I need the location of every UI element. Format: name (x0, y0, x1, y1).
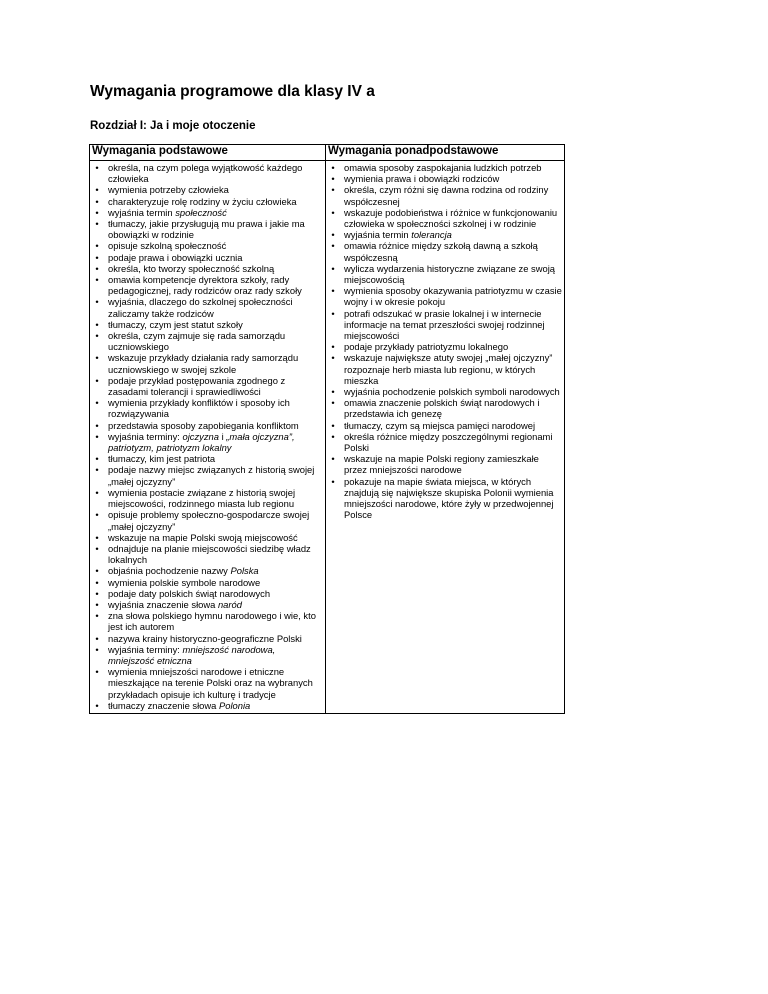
list-item-text (108, 577, 323, 588)
list-item (90, 274, 325, 296)
list-item-italic-term: społeczność (175, 206, 227, 218)
list-item-segment: opisuje problemy społeczno-gospodarcze swojej „małej ojczyzny” (108, 509, 310, 532)
list-item-text (344, 240, 562, 262)
list-item-text (344, 184, 562, 206)
list-item (90, 319, 325, 330)
list-item-segment: objaśnia pochodzenie nazwy (108, 565, 231, 577)
list-item (90, 565, 325, 576)
list-item-text (108, 330, 323, 352)
list-item-text (108, 666, 323, 700)
bullet-icon: • (95, 598, 99, 610)
page-title: Wymagania programowe dla klasy IV a (90, 83, 375, 100)
list-item (90, 509, 325, 531)
list-item-segment: potrafi odszukać w prasie lokalnej i w internecie informacje na temat przeszłości swojej rodzinnej miejscowości (344, 307, 545, 342)
list-item-segment: odnajduje na planie miejscowości siedzibę władz lokalnych (108, 542, 311, 566)
list-item-text (344, 431, 562, 453)
list-item-segment: wskazuje na mapie Polski swoją miejscowość (108, 531, 298, 543)
list-item (90, 207, 325, 218)
list-item-text (108, 599, 323, 610)
list-item-text (108, 319, 323, 330)
bullet-icon: • (95, 643, 99, 655)
bullet-icon: • (331, 262, 335, 274)
list-item (326, 173, 564, 184)
bullet-icon: • (95, 195, 99, 207)
bullet-icon: • (95, 419, 99, 431)
list-item (326, 263, 564, 285)
list-item-text (108, 644, 323, 666)
bullet-icon: • (331, 386, 335, 398)
bullet-icon: • (95, 565, 99, 577)
list-item (326, 476, 564, 521)
list-item-text (108, 207, 323, 218)
list-item-text (344, 386, 562, 397)
list-item-text (344, 207, 562, 229)
list-item (90, 375, 325, 397)
list-item-segment: wymienia prawa i obowiązki rodziców (344, 173, 500, 185)
list-item (326, 184, 564, 206)
bullet-icon: • (331, 173, 335, 185)
list-item-text (108, 633, 323, 644)
list-item (326, 420, 564, 431)
list-item-segment: przedstawia sposoby zapobiegania konfliktom (108, 419, 299, 431)
bullet-icon: • (331, 206, 335, 218)
list-item-text (108, 588, 323, 599)
list-item-segment: opisuje szkolną społeczność (108, 240, 227, 252)
list-item-text (344, 308, 562, 342)
list-item-text (344, 341, 562, 352)
bullet-icon: • (331, 184, 335, 196)
bullet-icon: • (95, 318, 99, 330)
list-item (90, 330, 325, 352)
list-item (326, 352, 564, 386)
list-item (90, 196, 325, 207)
list-item-text (108, 263, 323, 274)
list-item (90, 420, 325, 431)
list-item-segment: nazywa krainy historyczno-geograficzne Polski (108, 632, 302, 644)
list-item-text (344, 229, 562, 240)
list-item-text (108, 700, 323, 711)
advanced-requirements-cell (326, 161, 565, 714)
list-item-segment: wymienia postacie związane z historią swojej miejscowości, rodzinnego miasta lub regionu (108, 486, 296, 510)
bullet-icon: • (95, 206, 99, 218)
list-item-segment: wyjaśnia termin (108, 206, 176, 218)
list-item (326, 308, 564, 342)
list-item (90, 644, 325, 666)
bullet-icon: • (331, 285, 335, 297)
list-item (90, 252, 325, 263)
bullet-icon: • (95, 610, 99, 622)
list-item-segment: omawia kompetencje dyrektora szkoły, rady pedagogicznej, rady rodziców oraz rady szkoły (108, 274, 302, 297)
bullet-icon: • (95, 587, 99, 599)
list-item (326, 207, 564, 229)
list-item-text (108, 252, 323, 263)
list-item-text (108, 532, 323, 543)
bullet-icon: • (95, 296, 99, 308)
list-item (90, 218, 325, 240)
bullet-icon: • (331, 453, 335, 465)
list-item-text (108, 565, 323, 576)
list-item (90, 532, 325, 543)
list-item-text (108, 196, 323, 207)
list-item (90, 599, 325, 610)
list-item-segment: określa, czym zajmuje się rada samorządu uczniowskiego (108, 330, 286, 353)
list-item-segment: podaje nazwy miejsc związanych z historią swojej „małej ojczyzny” (108, 464, 315, 487)
advanced-requirements-header: Wymagania ponadpodstawowe (326, 145, 565, 161)
list-item-segment: wyjaśnia termin (344, 229, 412, 241)
bullet-icon: • (331, 229, 335, 241)
requirements-table (89, 144, 565, 714)
list-item-segment: zna słowa polskiego hymnu narodowego i wie, kto jest ich autorem (108, 610, 316, 633)
list-item-segment: tłumaczy znaczenie słowa (108, 699, 219, 711)
list-item-segment: i (219, 430, 227, 442)
list-item (90, 184, 325, 195)
list-item-segment: wymienia mniejszości narodowe i etniczne mieszkające na terenie Polski oraz na wybranych przykładach opisuje ich kulturę i tradycje (108, 666, 313, 700)
list-item-italic-term: mniejszość narodowa, mniejszość etniczna (108, 643, 276, 666)
list-item-segment: wskazuje przykłady działania rady samorządu uczniowskiego w swojej szkole (108, 352, 299, 375)
list-item-text (344, 285, 562, 307)
list-item-text (108, 184, 323, 195)
bullet-icon: • (95, 274, 99, 286)
list-item (326, 453, 564, 475)
list-item (90, 577, 325, 588)
list-item (90, 633, 325, 644)
list-item-segment: wymienia polskie symbole narodowe (108, 576, 261, 588)
list-item-segment: określa różnice między poszczególnymi regionami Polski (344, 430, 553, 454)
bullet-icon: • (331, 240, 335, 252)
list-item-segment: charakteryzuje rolę rodziny w życiu człowieka (108, 195, 297, 207)
list-item-text (108, 487, 323, 509)
bullet-icon: • (95, 430, 99, 442)
bullet-icon: • (331, 341, 335, 353)
list-item (90, 610, 325, 632)
list-item-text (108, 431, 323, 453)
list-item-text (344, 397, 562, 419)
list-item-text (108, 453, 323, 464)
bullet-icon: • (95, 184, 99, 196)
list-item-segment: wyjaśnia, dlaczego do szkolnej społeczności zaliczamy także rodziców (108, 296, 293, 319)
list-item-segment: wylicza wydarzenia historyczne związane ze swoją miejscowością (344, 262, 556, 286)
list-item-text (108, 420, 323, 431)
list-item-segment: tłumaczy, kim jest patriota (108, 453, 216, 465)
list-item-text (344, 352, 562, 386)
bullet-icon: • (331, 352, 335, 364)
bullet-icon: • (95, 542, 99, 554)
table-header-row (90, 145, 565, 161)
list-item-text (108, 543, 323, 565)
list-item-text (108, 610, 323, 632)
basic-requirements-list (90, 161, 325, 713)
list-item (90, 453, 325, 464)
list-item-text (344, 173, 562, 184)
table-body-row (90, 161, 565, 714)
bullet-icon: • (95, 240, 99, 252)
list-item-italic-term: tolerancja (411, 229, 452, 241)
list-item-segment: wyjaśnia pochodzenie polskich symboli narodowych (344, 386, 560, 398)
bullet-icon: • (95, 699, 99, 711)
bullet-icon: • (95, 218, 99, 230)
bullet-icon: • (95, 330, 99, 342)
bullet-icon: • (95, 509, 99, 521)
list-item-text (108, 509, 323, 531)
list-item-segment: wskazuje największe atuty swojej „małej ojczyzny” (344, 352, 553, 364)
bullet-icon: • (331, 397, 335, 409)
list-item-italic-term: Polonia (219, 699, 251, 711)
list-item-italic-term: „mała ojczyzna”, patriotyzm, patriotyzm lokalny (108, 430, 295, 454)
bullet-icon: • (95, 632, 99, 644)
list-item (90, 700, 325, 711)
list-item-text (344, 162, 562, 173)
list-item (90, 397, 325, 419)
list-item-text (108, 162, 323, 184)
advanced-requirements-list (326, 161, 564, 523)
list-item (90, 162, 325, 184)
basic-requirements-header: Wymagania podstawowe (90, 145, 326, 161)
list-item (326, 341, 564, 352)
bullet-icon: • (95, 374, 99, 386)
list-item-segment: podaje przykłady patriotyzmu lokalnego (344, 341, 509, 353)
list-item-italic-term: Polska (230, 565, 259, 577)
list-item-text (108, 296, 323, 318)
list-item-italic-term: ojczyzna (182, 430, 219, 442)
list-item (326, 386, 564, 397)
bullet-icon: • (331, 475, 335, 487)
list-item (90, 352, 325, 374)
list-item-segment: wskazuje podobieństwa i różnice w funkcjonowaniu człowieka w społeczności szkolnej i w rodzinie (344, 206, 558, 230)
list-item-segment: tłumaczy, czym jest statut szkoły (108, 318, 243, 330)
list-item-segment: wymienia sposoby okazywania patriotyzmu w czasie wojny i w okresie pokoju (344, 285, 562, 308)
bullet-icon: • (95, 453, 99, 465)
bullet-icon: • (95, 162, 99, 173)
list-item-text (108, 397, 323, 419)
list-item (90, 296, 325, 318)
list-item-text (108, 375, 323, 397)
list-item-text (344, 476, 562, 521)
bullet-icon: • (95, 464, 99, 476)
list-item (90, 666, 325, 700)
bullet-icon: • (95, 262, 99, 274)
list-item-text (108, 240, 323, 251)
list-item-segment: podaje przykład postępowania zgodnego z zasadami tolerancji i sprawiedliwości (108, 374, 286, 398)
list-item-text (108, 352, 323, 374)
list-item-continuation: rozpoznaje herb miasta lub regionu, w których mieszka (344, 363, 536, 386)
list-item-segment: wyjaśnia znaczenie słowa (108, 598, 218, 610)
list-item-segment: omawia znaczenie polskich świąt narodowych i przedstawia ich genezę (344, 397, 540, 420)
list-item (90, 263, 325, 274)
bullet-icon: • (331, 307, 335, 319)
list-item-segment: omawia różnice między szkołą dawną a szkołą współczesną (344, 240, 538, 263)
list-item-text (108, 218, 323, 240)
bullet-icon: • (331, 419, 335, 431)
list-item-segment: omawia sposoby zaspokajania ludzkich potrzeb (344, 162, 542, 173)
list-item-italic-term: naród (217, 598, 242, 610)
list-item-segment: wymienia przykłady konfliktów i sposoby ich rozwiązywania (108, 397, 290, 420)
basic-requirements-cell (90, 161, 326, 714)
list-item-segment: pokazuje na mapie świata miejsca, w których znajdują się największe skupiska Polonii wymienia mniejszości narodowe, które żyły w przedwojennej Polsce (344, 475, 554, 521)
chapter-title: Rozdział I: Ja i moje otoczenie (90, 120, 256, 132)
bullet-icon: • (95, 251, 99, 263)
list-item (326, 240, 564, 262)
list-item-segment: określa, kto tworzy społeczność szkolną (108, 262, 275, 274)
list-item (326, 285, 564, 307)
list-item-segment: tłumaczy, jakie przysługują mu prawa i jakie ma obowiązki w rodzinie (108, 218, 305, 241)
list-item-segment: wymienia potrzeby człowieka (108, 184, 229, 196)
bullet-icon: • (95, 486, 99, 498)
list-item (326, 229, 564, 240)
bullet-icon: • (331, 430, 335, 442)
list-item-segment: określa, na czym polega wyjątkowość każdego człowieka (108, 162, 303, 185)
list-item-text (108, 464, 323, 486)
list-item (326, 162, 564, 173)
list-item-text (344, 263, 562, 285)
list-item (90, 543, 325, 565)
bullet-icon: • (95, 666, 99, 678)
bullet-icon: • (95, 531, 99, 543)
list-item (90, 464, 325, 486)
bullet-icon: • (95, 352, 99, 364)
list-item-segment: wyjaśnia terminy: (108, 430, 183, 442)
bullet-icon: • (95, 397, 99, 409)
list-item-segment: tłumaczy, czym są miejsca pamięci narodowej (344, 419, 536, 431)
list-item-segment: wskazuje na mapie Polski regiony zamieszkałe przez mniejszości narodowe (344, 453, 539, 476)
list-item (90, 431, 325, 453)
list-item-segment: podaje prawa i obowiązki ucznia (108, 251, 243, 263)
list-item (326, 397, 564, 419)
bullet-icon: • (331, 162, 335, 173)
list-item (326, 431, 564, 453)
list-item (90, 240, 325, 251)
list-item-segment: określa, czym różni się dawna rodzina od rodziny współczesnej (344, 184, 549, 207)
list-item-segment: podaje daty polskich świąt narodowych (108, 587, 271, 599)
list-item (90, 487, 325, 509)
list-item-text (344, 420, 562, 431)
list-item-text (344, 453, 562, 475)
list-item (90, 588, 325, 599)
list-item-text (108, 274, 323, 296)
list-item-segment: wyjaśnia terminy: (108, 643, 183, 655)
bullet-icon: • (95, 576, 99, 588)
